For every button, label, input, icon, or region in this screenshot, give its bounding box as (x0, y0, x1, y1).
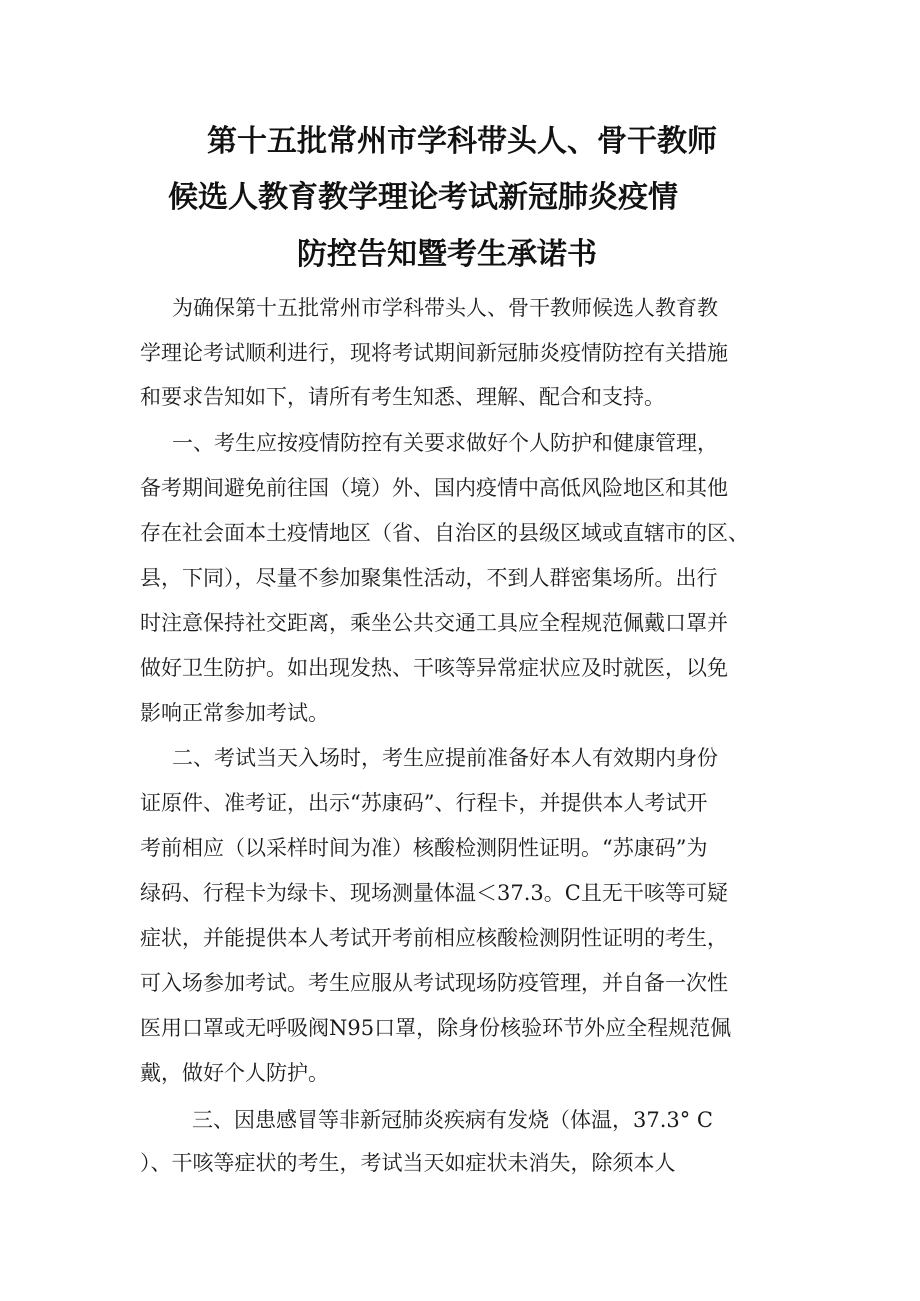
intro-line-3: 和要求告知如下，请所有考生知悉、理解、配合和支持。 (140, 385, 665, 409)
section2-line-6: 可入场参加考试。考生应服从考试现场防疫管理，并自备一次性 (140, 971, 728, 995)
section2-line-3: 考前相应（以采样时间为准）核酸检测阴性证明。“苏康码”为 (140, 836, 708, 860)
intro-line-2: 学理论考试顺利进行，现将考试期间新冠肺炎疫情防控有关措施 (140, 341, 728, 365)
document-title-line-2: 候选人教育教学理论考试新冠肺炎疫情 (168, 180, 678, 215)
section2-line-4: 绿码、行程卡为绿卡、现场测量体温＜37.3。C且无干咳等可疑 (140, 881, 728, 905)
section1-line-5: 时注意保持社交距离，乘坐公共交通工具应全程规范佩戴口罩并 (140, 611, 728, 635)
section1-line-4: 县，下同），尽量不参加聚集性活动，不到人群密集场所。出行 (140, 566, 718, 590)
section2-line-1: 二、考试当天入场时，考生应提前准备好本人有效期内身份 (172, 746, 718, 770)
section2-line-5: 症状，并能提供本人考试开考前相应核酸检测阴性证明的考生， (140, 926, 728, 950)
section1-line-3: 存在社会面本土疫情地区（省、自治区的县级区域或直辖市的区、 (140, 521, 749, 545)
section3-line-2: ）、干咳等症状的考生，考试当天如症状未消失，除须本人 (140, 1151, 676, 1175)
document-title-line-1: 第十五批常州市学科带头人、骨干教师 (207, 124, 717, 159)
section1-line-6: 做好卫生防护。如出现发热、干咳等异常症状应及时就医，以免 (140, 656, 728, 680)
section2-line-2: 证原件、准考证，出示“苏康码”、行程卡，并提供本人考试开 (140, 791, 708, 815)
document-title-line-3: 防控告知暨考生承诺书 (297, 237, 597, 272)
section1-line-7: 影响正常参加考试。 (140, 701, 329, 725)
intro-line-1: 为确保第十五批常州市学科带头人、骨干教师候选人教育教 (172, 296, 718, 320)
section1-line-2: 备考期间避免前往国（境）外、国内疫情中高低风险地区和其他 (140, 476, 728, 500)
section3-line-1: 三、因患感冒等非新冠肺炎疾病有发烧（体温，37.3° C (192, 1108, 713, 1132)
section1-line-1: 一、考生应按疫情防控有关要求做好个人防护和健康管理， (172, 431, 718, 455)
section2-line-7: 医用口罩或无呼吸阀N95口罩，除身份核验环节外应全程规范佩 (140, 1016, 732, 1040)
section2-line-8: 戴，做好个人防护。 (140, 1061, 329, 1085)
